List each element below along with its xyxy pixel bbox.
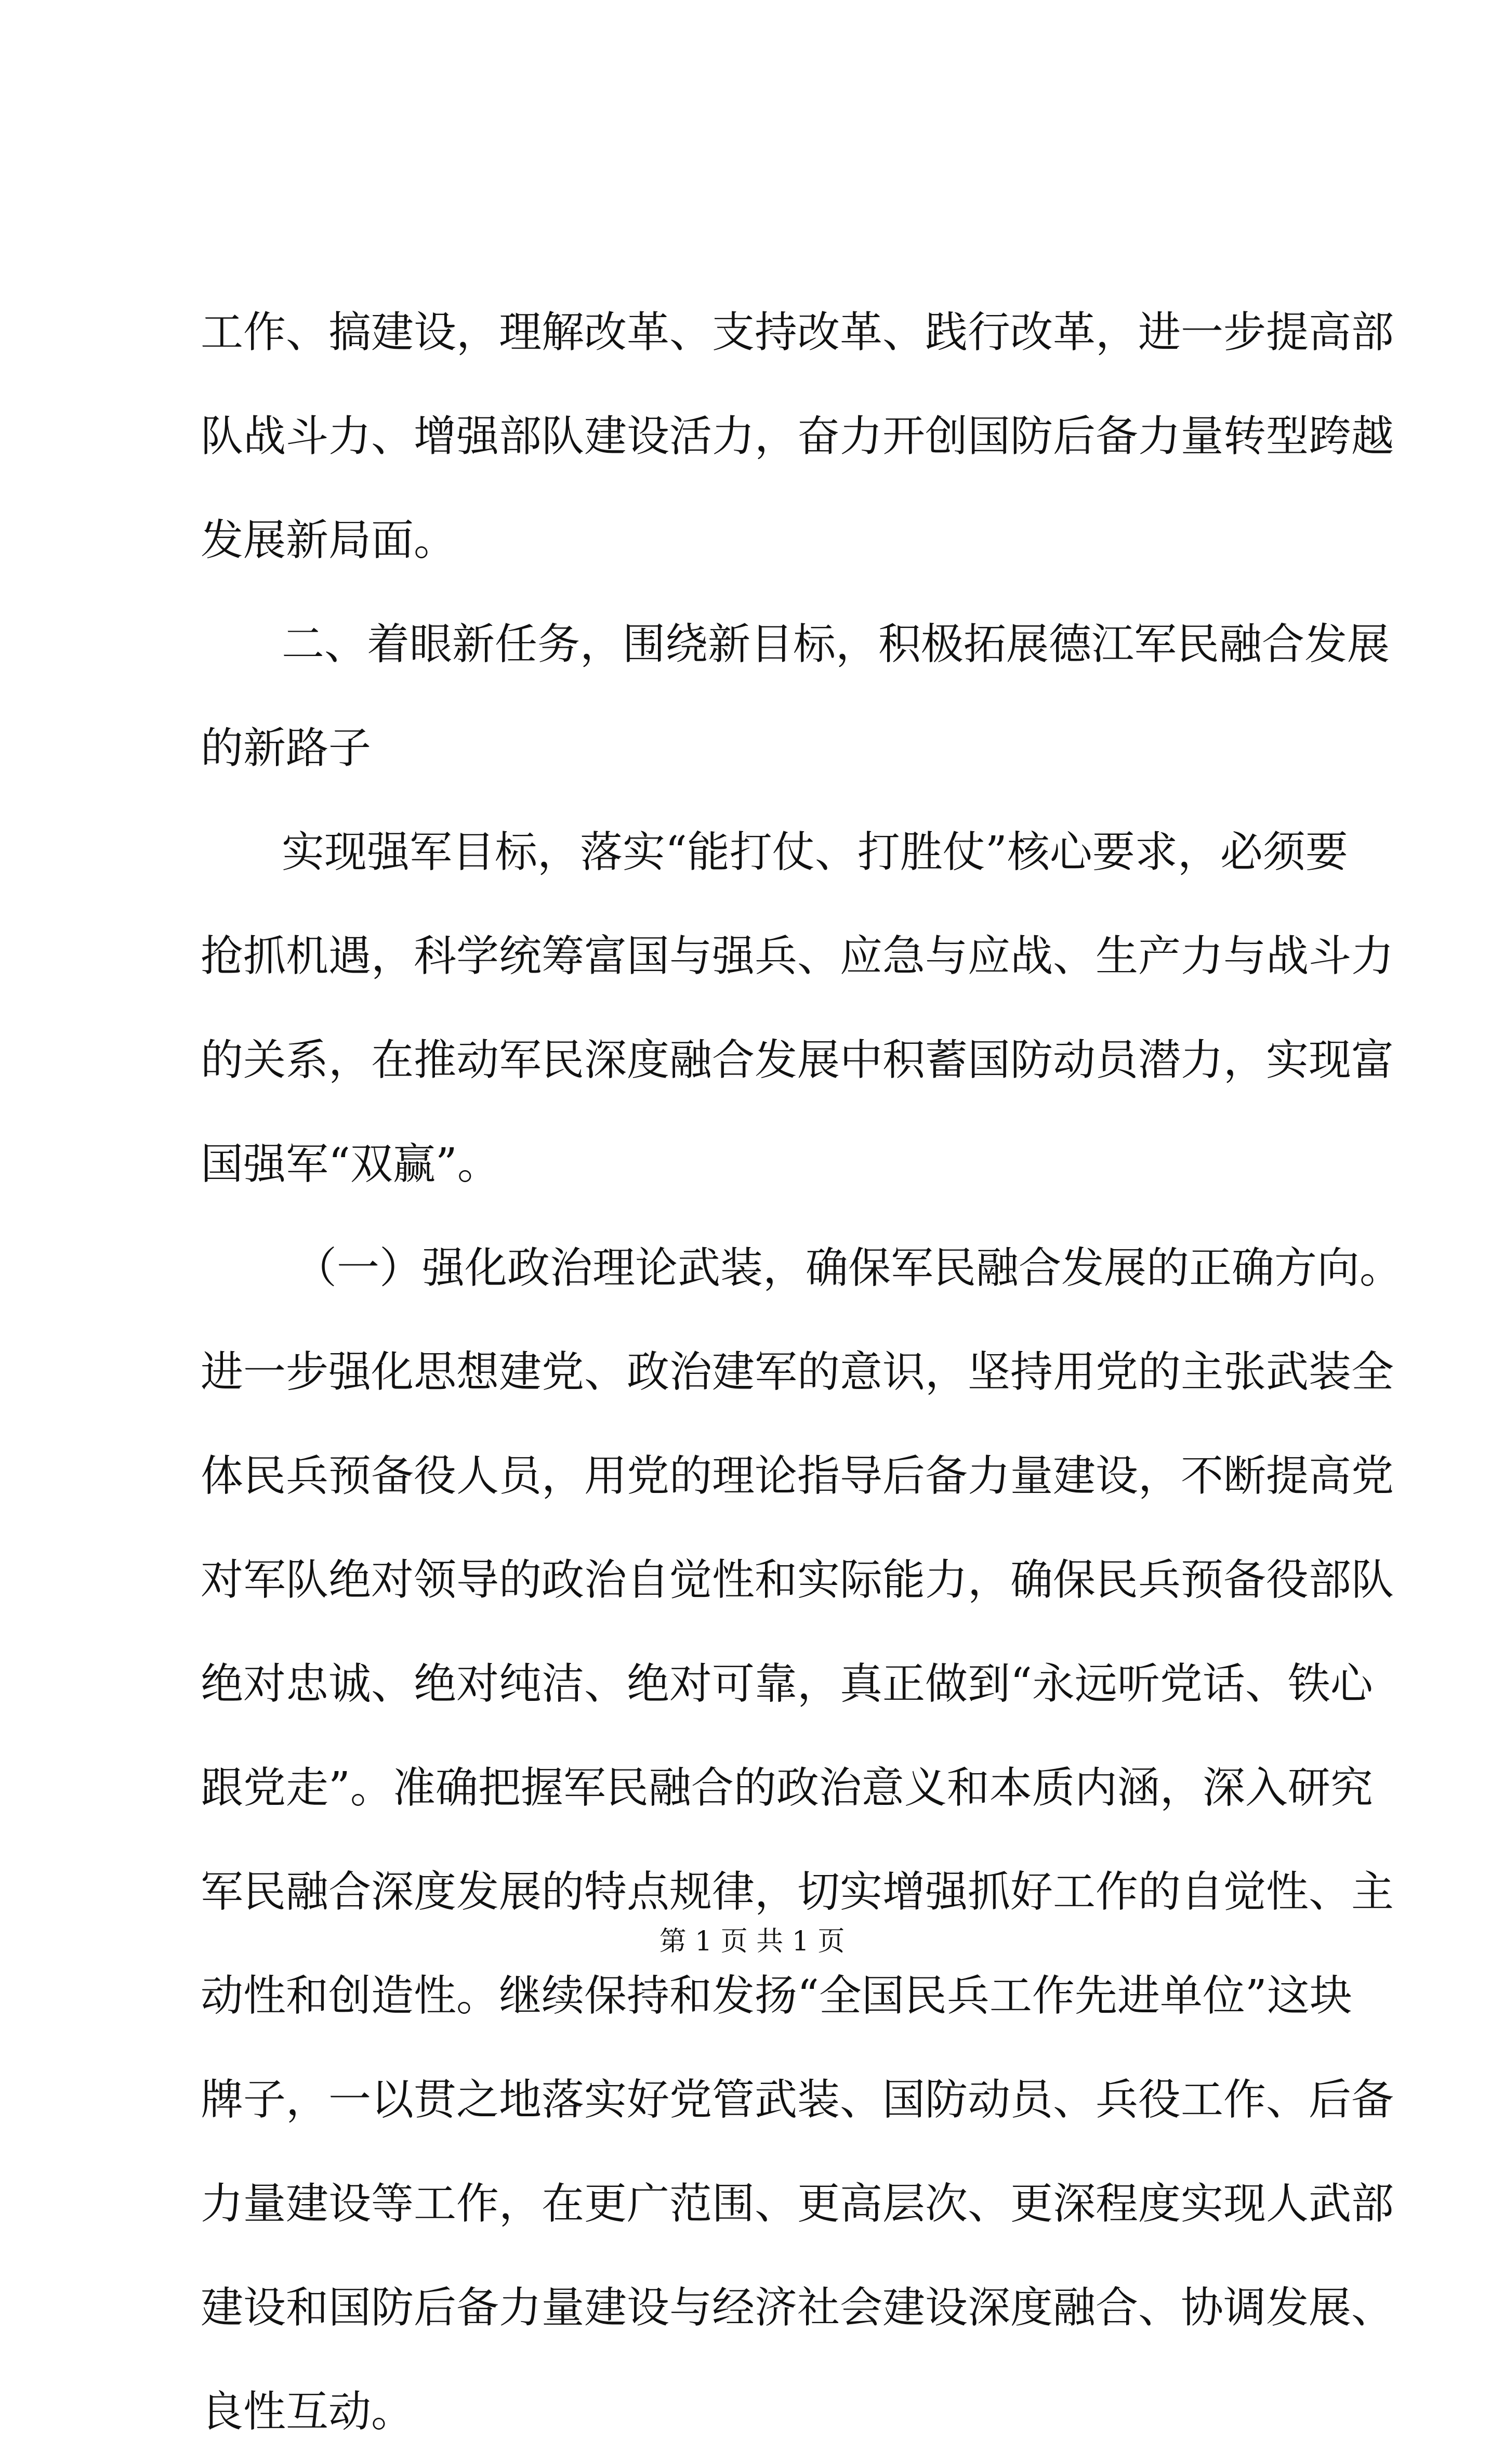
text-line: 对军队绝对领导的政治自觉性和实际能力，确保民兵预备役部队 <box>201 1555 1394 1605</box>
text-line: 实现强军目标，落实“能打仗、打胜仗”核心要求，必须要 <box>282 828 1348 877</box>
text-line: 队战斗力、增强部队建设活力，奋力开创国防后备力量转型跨越 <box>201 412 1394 461</box>
text-line: 进一步强化思想建党、政治建军的意识，坚持用党的主张武装全 <box>201 1347 1394 1397</box>
text-line: 跟党走”。准确把握军民融合的政治意义和本质内涵，深入研究 <box>201 1763 1373 1813</box>
text-line: 体民兵预备役人员，用党的理论指导后备力量建设，不断提高党 <box>201 1451 1394 1501</box>
paragraph-1 <box>201 281 1394 593</box>
section-heading-2 <box>201 593 1390 801</box>
text-line: 良性互动。 <box>201 2387 414 2436</box>
text-line: 国强军“双赢”。 <box>201 1139 500 1189</box>
text-line: 发展新局面。 <box>201 516 457 565</box>
text-line: （一）强化政治理论武装，确保军民融合发展的正确方向。 <box>294 1243 1403 1293</box>
text-line: 动性和创造性。继续保持和发扬“全国民兵工作先进单位”这块 <box>201 1971 1352 2021</box>
document-body <box>201 281 1403 2464</box>
text-line: 二、着眼新任务，围绕新目标，积极拓展德江军民融合发展 <box>282 620 1390 669</box>
text-line: 工作、搞建设，理解改革、支持改革、践行改革，进一步提高部 <box>201 308 1394 357</box>
paragraph-3 <box>201 801 1394 1216</box>
text-line: 军民融合深度发展的特点规律，切实增强抓好工作的自觉性、主 <box>201 1867 1394 1917</box>
page-footer: 第 1 页 共 1 页 <box>659 1926 845 1957</box>
text-line: 牌子，一以贯之地落实好党管武装、国防动员、兵役工作、后备 <box>201 2075 1394 2125</box>
text-line: 力量建设等工作，在更广范围、更高层次、更深程度实现人武部 <box>201 2179 1394 2229</box>
text-line: 的关系，在推动军民深度融合发展中积蓄国防动员潜力，实现富 <box>201 1036 1394 1085</box>
text-line: 的新路子 <box>201 724 372 773</box>
text-line: 绝对忠诚、绝对纯洁、绝对可靠，真正做到“永远听党话、铁心 <box>201 1659 1373 1709</box>
text-line: 抢抓机遇，科学统筹富国与强兵、应急与应战、生产力与战斗力 <box>201 932 1394 981</box>
text-line: 建设和国防后备力量建设与经济社会建设深度融合、协调发展、 <box>201 2283 1394 2332</box>
paragraph-4 <box>201 1216 1403 2464</box>
